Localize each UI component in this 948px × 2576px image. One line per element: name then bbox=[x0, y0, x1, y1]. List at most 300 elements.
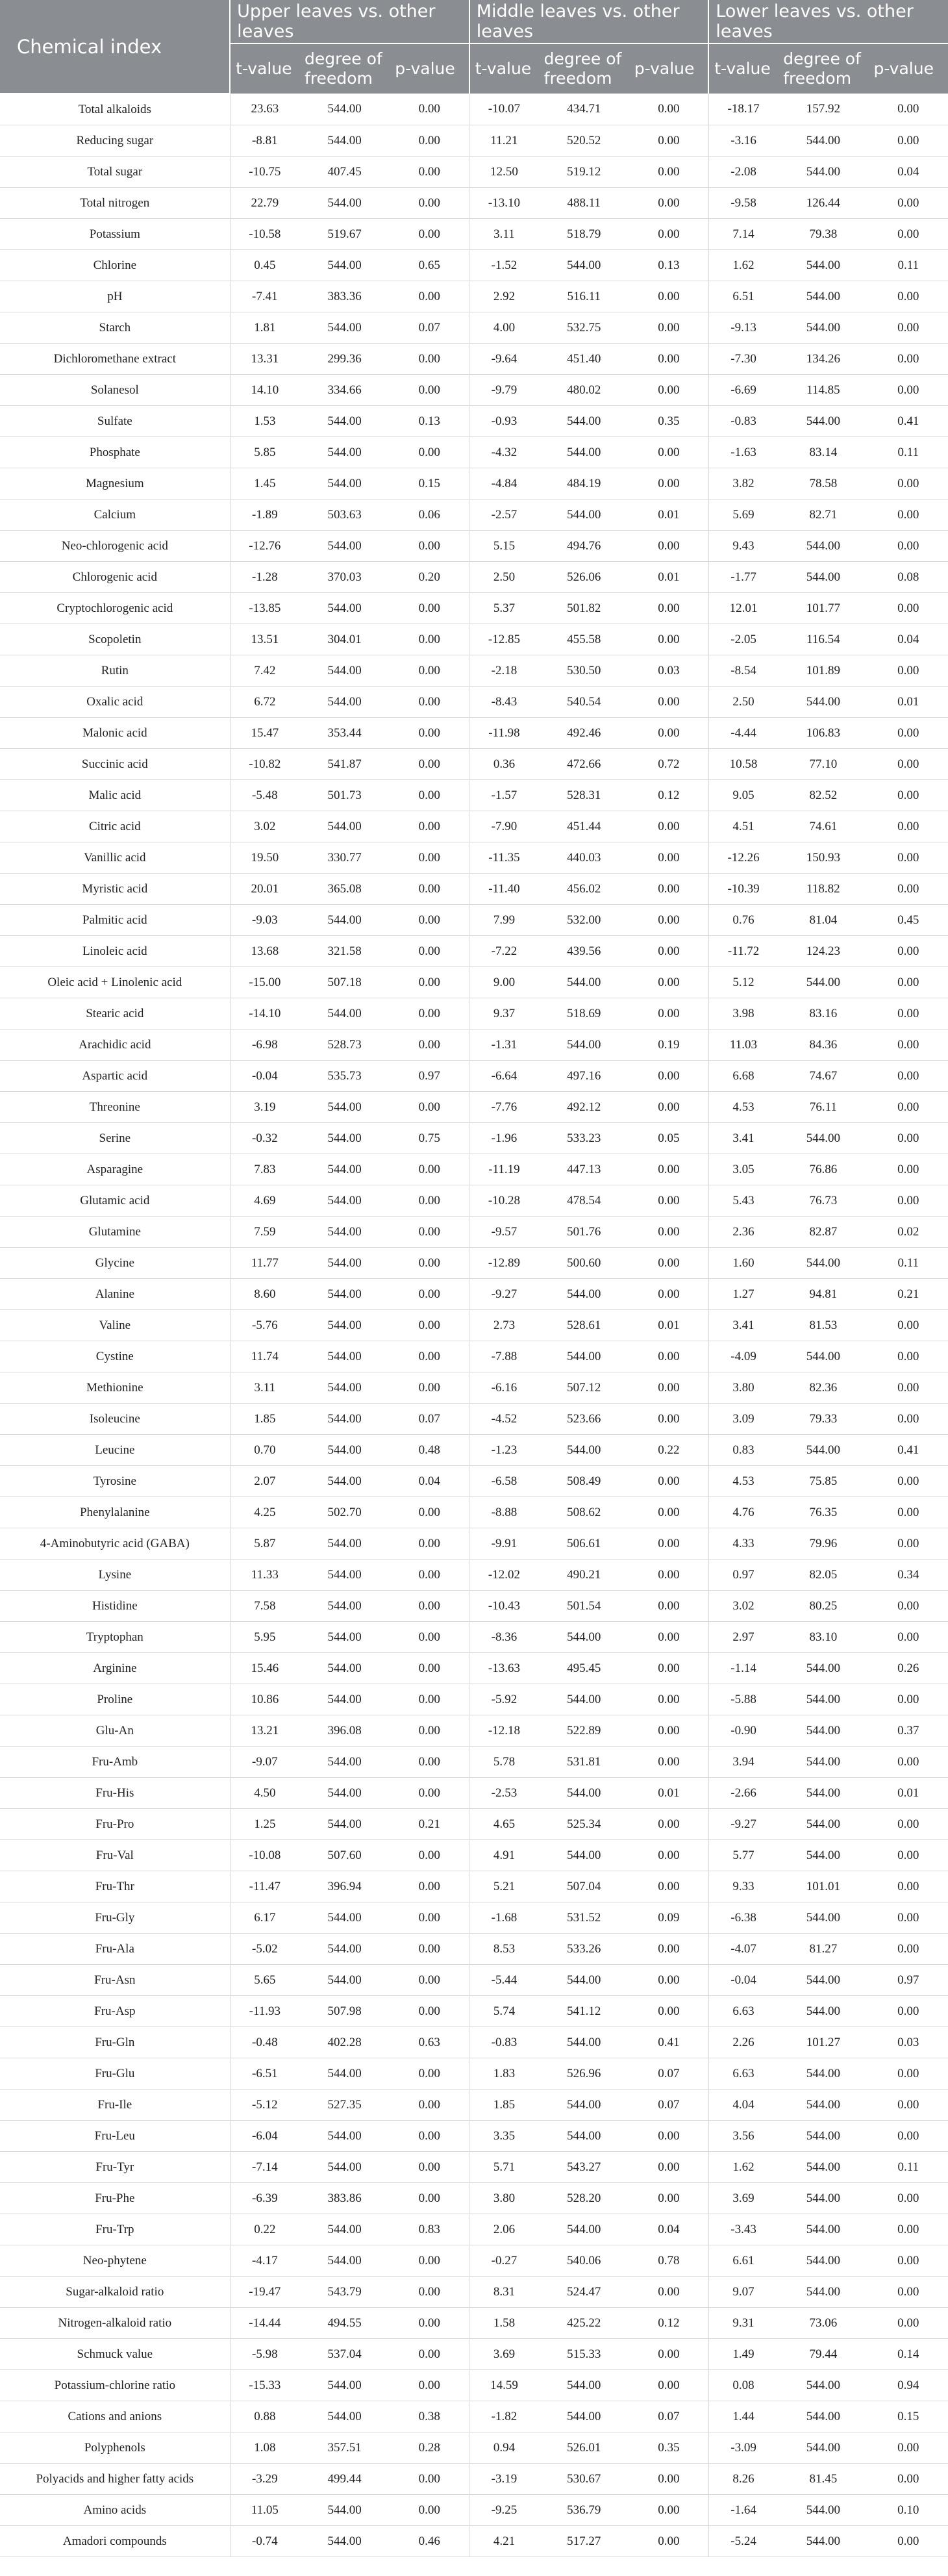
upper-p-value-cell: 0.00 bbox=[390, 1185, 469, 1217]
upper-p-value-cell: 0.00 bbox=[390, 2058, 469, 2090]
header-p-value: p-value bbox=[629, 44, 708, 94]
upper-t-value-cell: 7.42 bbox=[230, 655, 299, 687]
middle-t-value-cell: -1.23 bbox=[469, 1435, 539, 1466]
upper-df-cell: 544.00 bbox=[299, 1809, 390, 1840]
lower-p-value-cell: 0.00 bbox=[868, 468, 948, 499]
lower-t-value-cell: -9.58 bbox=[708, 188, 778, 219]
middle-t-value-cell: 9.00 bbox=[469, 967, 539, 998]
upper-t-value-cell: -6.51 bbox=[230, 2058, 299, 2090]
table-row bbox=[0, 1123, 948, 1154]
middle-t-value-cell: 8.31 bbox=[469, 2277, 539, 2308]
lower-df-cell: 134.26 bbox=[778, 344, 868, 375]
middle-p-value-cell: 0.07 bbox=[629, 2058, 708, 2090]
upper-t-value-cell: 11.77 bbox=[230, 1248, 299, 1279]
chemical-index-cell: Fru-Thr bbox=[0, 1871, 230, 1902]
lower-df-cell: 544.00 bbox=[778, 2058, 868, 2090]
upper-t-value-cell: 22.79 bbox=[230, 188, 299, 219]
chemical-index-cell: Cations and anions bbox=[0, 2401, 230, 2432]
lower-df-cell: 544.00 bbox=[778, 406, 868, 437]
lower-t-value-cell: 4.53 bbox=[708, 1092, 778, 1123]
middle-df-cell: 532.00 bbox=[539, 905, 629, 936]
middle-t-value-cell: 0.36 bbox=[469, 749, 539, 780]
chemical-index-cell: Serine bbox=[0, 1123, 230, 1154]
upper-df-cell: 544.00 bbox=[299, 531, 390, 562]
lower-df-cell: 544.00 bbox=[778, 1435, 868, 1466]
middle-t-value-cell: -9.64 bbox=[469, 344, 539, 375]
table-row bbox=[0, 2058, 948, 2090]
lower-t-value-cell: 3.82 bbox=[708, 468, 778, 499]
middle-p-value-cell: 0.35 bbox=[629, 2432, 708, 2464]
middle-p-value-cell: 0.00 bbox=[629, 344, 708, 375]
middle-p-value-cell: 0.00 bbox=[629, 94, 708, 125]
table-row bbox=[0, 2245, 948, 2277]
lower-t-value-cell: 11.03 bbox=[708, 1029, 778, 1061]
lower-t-value-cell: 8.26 bbox=[708, 2464, 778, 2495]
middle-p-value-cell: 0.00 bbox=[629, 1591, 708, 1622]
lower-df-cell: 73.06 bbox=[778, 2308, 868, 2339]
middle-df-cell: 501.54 bbox=[539, 1591, 629, 1622]
lower-t-value-cell: -7.30 bbox=[708, 344, 778, 375]
upper-df-cell: 544.00 bbox=[299, 1217, 390, 1248]
middle-df-cell: 488.11 bbox=[539, 188, 629, 219]
upper-p-value-cell: 0.00 bbox=[390, 1029, 469, 1061]
lower-t-value-cell: 1.49 bbox=[708, 2339, 778, 2370]
table-row bbox=[0, 1248, 948, 1279]
chemical-index-cell: Valine bbox=[0, 1310, 230, 1341]
lower-p-value-cell: 0.34 bbox=[868, 1559, 948, 1591]
middle-df-cell: 544.00 bbox=[539, 250, 629, 281]
upper-df-cell: 544.00 bbox=[299, 1965, 390, 1996]
table-row bbox=[0, 406, 948, 437]
middle-t-value-cell: 5.74 bbox=[469, 1996, 539, 2027]
table-row bbox=[0, 499, 948, 531]
middle-t-value-cell: -10.07 bbox=[469, 94, 539, 125]
table-row bbox=[0, 874, 948, 905]
upper-df-cell: 299.36 bbox=[299, 344, 390, 375]
middle-p-value-cell: 0.00 bbox=[629, 1466, 708, 1497]
middle-t-value-cell: -11.98 bbox=[469, 718, 539, 749]
table-row bbox=[0, 125, 948, 157]
upper-t-value-cell: -13.85 bbox=[230, 593, 299, 624]
middle-df-cell: 490.21 bbox=[539, 1559, 629, 1591]
lower-t-value-cell: -6.69 bbox=[708, 375, 778, 406]
upper-p-value-cell: 0.00 bbox=[390, 1248, 469, 1279]
chemical-index-cell: Lysine bbox=[0, 1559, 230, 1591]
upper-p-value-cell: 0.00 bbox=[390, 2245, 469, 2277]
lower-t-value-cell: -4.44 bbox=[708, 718, 778, 749]
lower-p-value-cell: 0.00 bbox=[868, 967, 948, 998]
lower-df-cell: 544.00 bbox=[778, 2121, 868, 2152]
upper-df-cell: 494.55 bbox=[299, 2308, 390, 2339]
upper-df-cell: 544.00 bbox=[299, 1778, 390, 1809]
middle-df-cell: 451.44 bbox=[539, 811, 629, 842]
middle-df-cell: 544.00 bbox=[539, 406, 629, 437]
middle-df-cell: 544.00 bbox=[539, 437, 629, 468]
upper-p-value-cell: 0.00 bbox=[390, 2090, 469, 2121]
upper-df-cell: 544.00 bbox=[299, 2370, 390, 2401]
lower-df-cell: 544.00 bbox=[778, 2183, 868, 2214]
middle-df-cell: 508.49 bbox=[539, 1466, 629, 1497]
lower-t-value-cell: 5.12 bbox=[708, 967, 778, 998]
chemical-index-cell: Fru-Pro bbox=[0, 1809, 230, 1840]
lower-df-cell: 83.14 bbox=[778, 437, 868, 468]
upper-p-value-cell: 0.00 bbox=[390, 2183, 469, 2214]
upper-df-cell: 544.00 bbox=[299, 1559, 390, 1591]
lower-p-value-cell: 0.00 bbox=[868, 811, 948, 842]
chemical-index-cell: Fru-Gln bbox=[0, 2027, 230, 2058]
table-row bbox=[0, 188, 948, 219]
lower-df-cell: 76.35 bbox=[778, 1497, 868, 1528]
middle-t-value-cell: -10.43 bbox=[469, 1591, 539, 1622]
upper-df-cell: 507.60 bbox=[299, 1840, 390, 1871]
upper-df-cell: 503.63 bbox=[299, 499, 390, 531]
middle-df-cell: 518.79 bbox=[539, 219, 629, 250]
upper-p-value-cell: 0.00 bbox=[390, 2277, 469, 2308]
middle-df-cell: 523.66 bbox=[539, 1404, 629, 1435]
lower-df-cell: 544.00 bbox=[778, 967, 868, 998]
middle-df-cell: 480.02 bbox=[539, 375, 629, 406]
middle-df-cell: 526.01 bbox=[539, 2432, 629, 2464]
lower-df-cell: 544.00 bbox=[778, 1965, 868, 1996]
middle-df-cell: 508.62 bbox=[539, 1497, 629, 1528]
upper-df-cell: 499.44 bbox=[299, 2464, 390, 2495]
lower-df-cell: 116.54 bbox=[778, 624, 868, 655]
lower-p-value-cell: 0.00 bbox=[868, 219, 948, 250]
table-row bbox=[0, 811, 948, 842]
chemical-index-cell: Palmitic acid bbox=[0, 905, 230, 936]
lower-df-cell: 118.82 bbox=[778, 874, 868, 905]
lower-p-value-cell: 0.08 bbox=[868, 562, 948, 593]
upper-df-cell: 544.00 bbox=[299, 1248, 390, 1279]
middle-t-value-cell: -0.93 bbox=[469, 406, 539, 437]
lower-df-cell: 84.36 bbox=[778, 1029, 868, 1061]
table-row bbox=[0, 1809, 948, 1840]
middle-t-value-cell: -7.76 bbox=[469, 1092, 539, 1123]
middle-t-value-cell: 5.21 bbox=[469, 1871, 539, 1902]
upper-p-value-cell: 0.00 bbox=[390, 811, 469, 842]
chemical-index-cell: Rutin bbox=[0, 655, 230, 687]
lower-p-value-cell: 0.00 bbox=[868, 2183, 948, 2214]
middle-t-value-cell: 2.50 bbox=[469, 562, 539, 593]
table-row bbox=[0, 1871, 948, 1902]
lower-df-cell: 544.00 bbox=[778, 157, 868, 188]
middle-t-value-cell: -9.91 bbox=[469, 1528, 539, 1559]
lower-t-value-cell: 4.53 bbox=[708, 1466, 778, 1497]
lower-df-cell: 114.85 bbox=[778, 375, 868, 406]
middle-df-cell: 439.56 bbox=[539, 936, 629, 967]
middle-t-value-cell: 0.94 bbox=[469, 2432, 539, 2464]
table-row bbox=[0, 1404, 948, 1435]
lower-t-value-cell: -18.17 bbox=[708, 94, 778, 125]
middle-p-value-cell: 0.00 bbox=[629, 1871, 708, 1902]
upper-t-value-cell: 0.70 bbox=[230, 1435, 299, 1466]
table-row bbox=[0, 1372, 948, 1404]
lower-p-value-cell: 0.11 bbox=[868, 250, 948, 281]
upper-t-value-cell: 1.53 bbox=[230, 406, 299, 437]
upper-p-value-cell: 0.00 bbox=[390, 749, 469, 780]
table-row bbox=[0, 1092, 948, 1123]
upper-df-cell: 357.51 bbox=[299, 2432, 390, 2464]
lower-p-value-cell: 0.00 bbox=[868, 344, 948, 375]
upper-df-cell: 537.04 bbox=[299, 2339, 390, 2370]
middle-t-value-cell: -9.79 bbox=[469, 375, 539, 406]
middle-t-value-cell: 12.50 bbox=[469, 157, 539, 188]
middle-t-value-cell: -1.82 bbox=[469, 2401, 539, 2432]
lower-t-value-cell: 6.63 bbox=[708, 1996, 778, 2027]
middle-df-cell: 522.89 bbox=[539, 1715, 629, 1747]
middle-t-value-cell: 3.35 bbox=[469, 2121, 539, 2152]
table-row bbox=[0, 936, 948, 967]
middle-p-value-cell: 0.13 bbox=[629, 250, 708, 281]
lower-t-value-cell: 5.43 bbox=[708, 1185, 778, 1217]
lower-p-value-cell: 0.00 bbox=[868, 125, 948, 157]
lower-df-cell: 74.61 bbox=[778, 811, 868, 842]
upper-df-cell: 544.00 bbox=[299, 1466, 390, 1497]
lower-p-value-cell: 0.00 bbox=[868, 1747, 948, 1778]
upper-t-value-cell: -1.89 bbox=[230, 499, 299, 531]
table-row bbox=[0, 2495, 948, 2526]
chemical-index-cell: Fru-Leu bbox=[0, 2121, 230, 2152]
upper-p-value-cell: 0.00 bbox=[390, 1497, 469, 1528]
middle-t-value-cell: -2.57 bbox=[469, 499, 539, 531]
lower-p-value-cell: 0.37 bbox=[868, 1715, 948, 1747]
lower-df-cell: 82.36 bbox=[778, 1372, 868, 1404]
lower-p-value-cell: 0.94 bbox=[868, 2370, 948, 2401]
lower-p-value-cell: 0.00 bbox=[868, 1029, 948, 1061]
upper-df-cell: 365.08 bbox=[299, 874, 390, 905]
upper-t-value-cell: 3.19 bbox=[230, 1092, 299, 1123]
lower-p-value-cell: 0.01 bbox=[868, 1778, 948, 1809]
upper-df-cell: 541.87 bbox=[299, 749, 390, 780]
upper-p-value-cell: 0.75 bbox=[390, 1123, 469, 1154]
upper-p-value-cell: 0.97 bbox=[390, 1061, 469, 1092]
lower-t-value-cell: -0.83 bbox=[708, 406, 778, 437]
middle-df-cell: 531.52 bbox=[539, 1902, 629, 1934]
lower-p-value-cell: 0.00 bbox=[868, 718, 948, 749]
lower-t-value-cell: -1.63 bbox=[708, 437, 778, 468]
table-row bbox=[0, 1310, 948, 1341]
lower-df-cell: 78.58 bbox=[778, 468, 868, 499]
lower-t-value-cell: 0.08 bbox=[708, 2370, 778, 2401]
upper-df-cell: 544.00 bbox=[299, 406, 390, 437]
lower-df-cell: 544.00 bbox=[778, 1341, 868, 1372]
middle-p-value-cell: 0.00 bbox=[629, 2339, 708, 2370]
upper-df-cell: 543.79 bbox=[299, 2277, 390, 2308]
middle-t-value-cell: -8.88 bbox=[469, 1497, 539, 1528]
middle-t-value-cell: -7.88 bbox=[469, 1341, 539, 1372]
table-row bbox=[0, 2027, 948, 2058]
chemical-index-cell: Fru-Trp bbox=[0, 2214, 230, 2245]
middle-t-value-cell: -6.58 bbox=[469, 1466, 539, 1497]
upper-df-cell: 544.00 bbox=[299, 1934, 390, 1965]
middle-p-value-cell: 0.01 bbox=[629, 562, 708, 593]
table-row bbox=[0, 2526, 948, 2557]
upper-df-cell: 507.98 bbox=[299, 1996, 390, 2027]
upper-p-value-cell: 0.00 bbox=[390, 188, 469, 219]
upper-df-cell: 544.00 bbox=[299, 1185, 390, 1217]
upper-p-value-cell: 0.38 bbox=[390, 2401, 469, 2432]
upper-t-value-cell: -0.04 bbox=[230, 1061, 299, 1092]
lower-df-cell: 544.00 bbox=[778, 281, 868, 312]
lower-df-cell: 82.52 bbox=[778, 780, 868, 811]
table-row bbox=[0, 2152, 948, 2183]
upper-p-value-cell: 0.83 bbox=[390, 2214, 469, 2245]
upper-t-value-cell: -10.82 bbox=[230, 749, 299, 780]
table-row bbox=[0, 1715, 948, 1747]
lower-df-cell: 544.00 bbox=[778, 2214, 868, 2245]
lower-df-cell: 544.00 bbox=[778, 1715, 868, 1747]
upper-t-value-cell: 15.46 bbox=[230, 1653, 299, 1684]
lower-p-value-cell: 0.00 bbox=[868, 1871, 948, 1902]
lower-p-value-cell: 0.00 bbox=[868, 312, 948, 344]
lower-p-value-cell: 0.97 bbox=[868, 1965, 948, 1996]
upper-p-value-cell: 0.07 bbox=[390, 312, 469, 344]
table-row bbox=[0, 1185, 948, 1217]
upper-p-value-cell: 0.00 bbox=[390, 593, 469, 624]
upper-t-value-cell: 11.74 bbox=[230, 1341, 299, 1372]
lower-p-value-cell: 0.00 bbox=[868, 1466, 948, 1497]
lower-t-value-cell: -2.08 bbox=[708, 157, 778, 188]
middle-p-value-cell: 0.00 bbox=[629, 1653, 708, 1684]
lower-t-value-cell: -5.88 bbox=[708, 1684, 778, 1715]
table-row bbox=[0, 1684, 948, 1715]
middle-t-value-cell: -6.64 bbox=[469, 1061, 539, 1092]
header-chemical-index: Chemical index bbox=[0, 0, 230, 94]
middle-p-value-cell: 0.00 bbox=[629, 593, 708, 624]
upper-t-value-cell: 5.87 bbox=[230, 1528, 299, 1559]
lower-p-value-cell: 0.11 bbox=[868, 1248, 948, 1279]
middle-t-value-cell: 5.71 bbox=[469, 2152, 539, 2183]
middle-df-cell: 544.00 bbox=[539, 2370, 629, 2401]
table-row bbox=[0, 1778, 948, 1809]
lower-p-value-cell: 0.00 bbox=[868, 1902, 948, 1934]
middle-t-value-cell: 5.78 bbox=[469, 1747, 539, 1778]
upper-p-value-cell: 0.65 bbox=[390, 250, 469, 281]
middle-p-value-cell: 0.00 bbox=[629, 2277, 708, 2308]
lower-p-value-cell: 0.00 bbox=[868, 1622, 948, 1653]
lower-t-value-cell: 1.27 bbox=[708, 1279, 778, 1310]
upper-df-cell: 544.00 bbox=[299, 94, 390, 125]
lower-p-value-cell: 0.26 bbox=[868, 1653, 948, 1684]
lower-df-cell: 83.16 bbox=[778, 998, 868, 1029]
middle-p-value-cell: 0.00 bbox=[629, 842, 708, 874]
lower-df-cell: 101.27 bbox=[778, 2027, 868, 2058]
lower-df-cell: 544.00 bbox=[778, 1840, 868, 1871]
middle-t-value-cell: -3.19 bbox=[469, 2464, 539, 2495]
lower-t-value-cell: -3.43 bbox=[708, 2214, 778, 2245]
upper-p-value-cell: 0.13 bbox=[390, 406, 469, 437]
middle-df-cell: 530.50 bbox=[539, 655, 629, 687]
upper-p-value-cell: 0.00 bbox=[390, 1279, 469, 1310]
middle-df-cell: 447.13 bbox=[539, 1154, 629, 1185]
chemical-index-cell: Stearic acid bbox=[0, 998, 230, 1029]
lower-df-cell: 81.53 bbox=[778, 1310, 868, 1341]
table-row bbox=[0, 250, 948, 281]
middle-p-value-cell: 0.00 bbox=[629, 312, 708, 344]
upper-t-value-cell: 1.81 bbox=[230, 312, 299, 344]
table-row bbox=[0, 687, 948, 718]
lower-df-cell: 124.23 bbox=[778, 936, 868, 967]
lower-t-value-cell: 2.36 bbox=[708, 1217, 778, 1248]
lower-df-cell: 544.00 bbox=[778, 1996, 868, 2027]
lower-df-cell: 75.85 bbox=[778, 1466, 868, 1497]
table-row bbox=[0, 1029, 948, 1061]
chemical-index-cell: Sugar-alkaloid ratio bbox=[0, 2277, 230, 2308]
middle-p-value-cell: 0.00 bbox=[629, 2152, 708, 2183]
lower-t-value-cell: 4.04 bbox=[708, 2090, 778, 2121]
lower-df-cell: 79.44 bbox=[778, 2339, 868, 2370]
chemical-index-cell: Starch bbox=[0, 312, 230, 344]
middle-p-value-cell: 0.00 bbox=[629, 1622, 708, 1653]
lower-df-cell: 76.86 bbox=[778, 1154, 868, 1185]
middle-t-value-cell: 2.73 bbox=[469, 1310, 539, 1341]
middle-p-value-cell: 0.00 bbox=[629, 624, 708, 655]
middle-p-value-cell: 0.00 bbox=[629, 2121, 708, 2152]
upper-df-cell: 544.00 bbox=[299, 1902, 390, 1934]
upper-p-value-cell: 0.00 bbox=[390, 1871, 469, 1902]
middle-p-value-cell: 0.00 bbox=[629, 811, 708, 842]
upper-t-value-cell: -15.00 bbox=[230, 967, 299, 998]
lower-df-cell: 77.10 bbox=[778, 749, 868, 780]
middle-t-value-cell: -5.92 bbox=[469, 1684, 539, 1715]
upper-p-value-cell: 0.00 bbox=[390, 281, 469, 312]
lower-p-value-cell: 0.00 bbox=[868, 593, 948, 624]
chemical-index-cell: Methionine bbox=[0, 1372, 230, 1404]
upper-t-value-cell: -14.10 bbox=[230, 998, 299, 1029]
middle-p-value-cell: 0.00 bbox=[629, 2183, 708, 2214]
upper-df-cell: 321.58 bbox=[299, 936, 390, 967]
upper-df-cell: 544.00 bbox=[299, 188, 390, 219]
chemical-index-cell: Threonine bbox=[0, 1092, 230, 1123]
table-row bbox=[0, 2308, 948, 2339]
lower-df-cell: 79.33 bbox=[778, 1404, 868, 1435]
middle-df-cell: 531.81 bbox=[539, 1747, 629, 1778]
lower-t-value-cell: -2.66 bbox=[708, 1778, 778, 1809]
middle-df-cell: 544.00 bbox=[539, 967, 629, 998]
middle-t-value-cell: -11.40 bbox=[469, 874, 539, 905]
header-t-value: t-value bbox=[708, 44, 778, 94]
middle-t-value-cell: 3.80 bbox=[469, 2183, 539, 2214]
table-row bbox=[0, 749, 948, 780]
middle-df-cell: 455.58 bbox=[539, 624, 629, 655]
middle-t-value-cell: 5.15 bbox=[469, 531, 539, 562]
header-t-value: t-value bbox=[469, 44, 539, 94]
chemical-index-cell: Fru-Ile bbox=[0, 2090, 230, 2121]
upper-t-value-cell: -7.14 bbox=[230, 2152, 299, 2183]
upper-p-value-cell: 0.15 bbox=[390, 468, 469, 499]
chemical-index-cell: Fru-Phe bbox=[0, 2183, 230, 2214]
upper-t-value-cell: 23.63 bbox=[230, 94, 299, 125]
middle-t-value-cell: 4.00 bbox=[469, 312, 539, 344]
header-degree-of-freedom: degree of freedom bbox=[539, 44, 629, 94]
upper-df-cell: 544.00 bbox=[299, 1653, 390, 1684]
lower-p-value-cell: 0.00 bbox=[868, 188, 948, 219]
upper-df-cell: 544.00 bbox=[299, 437, 390, 468]
upper-p-value-cell: 0.20 bbox=[390, 562, 469, 593]
upper-df-cell: 544.00 bbox=[299, 1310, 390, 1341]
middle-t-value-cell: 5.37 bbox=[469, 593, 539, 624]
upper-t-value-cell: 0.45 bbox=[230, 250, 299, 281]
upper-t-value-cell: -1.28 bbox=[230, 562, 299, 593]
upper-df-cell: 544.00 bbox=[299, 125, 390, 157]
middle-df-cell: 526.06 bbox=[539, 562, 629, 593]
chemical-index-cell: Calcium bbox=[0, 499, 230, 531]
lower-t-value-cell: 1.44 bbox=[708, 2401, 778, 2432]
middle-p-value-cell: 0.00 bbox=[629, 1559, 708, 1591]
upper-t-value-cell: 10.86 bbox=[230, 1684, 299, 1715]
upper-p-value-cell: 0.00 bbox=[390, 157, 469, 188]
upper-df-cell: 544.00 bbox=[299, 1404, 390, 1435]
